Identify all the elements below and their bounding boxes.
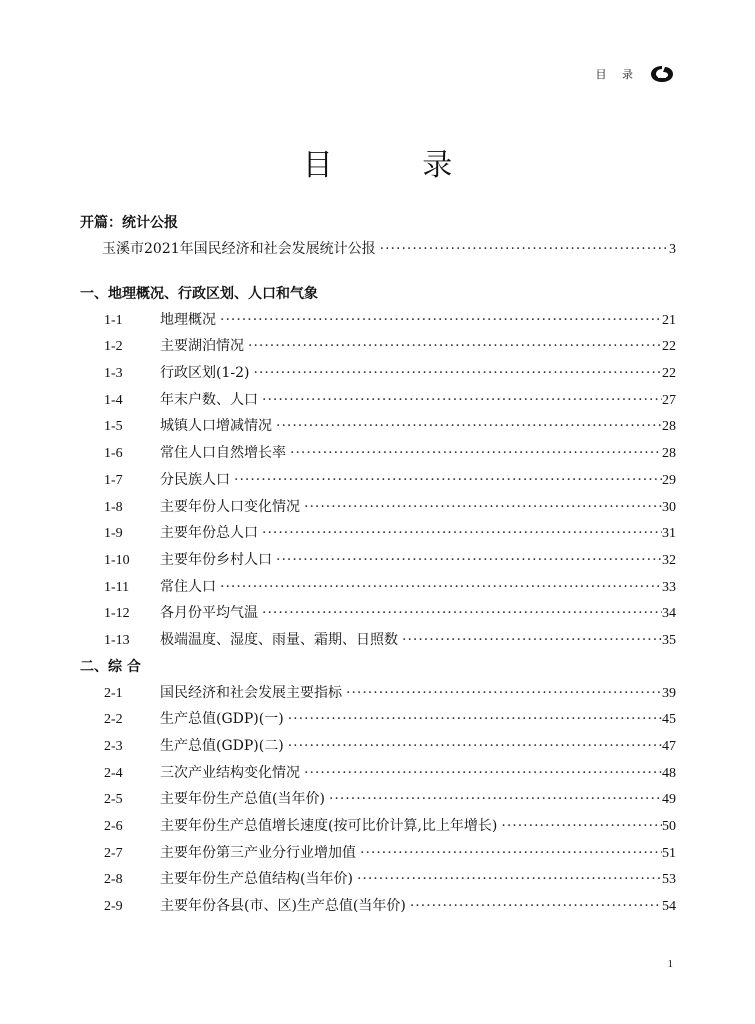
entry-label: 主要年份生产总值(当年价) xyxy=(160,791,325,808)
toc-entry[interactable] xyxy=(80,520,676,547)
entry-page: 30 xyxy=(662,499,676,515)
toc-entry[interactable] xyxy=(80,893,676,920)
entry-number: 2-9 xyxy=(104,899,123,915)
entry-label: 主要湖泊情况 xyxy=(160,338,244,355)
dot-leader xyxy=(410,893,662,920)
toc-entry[interactable] xyxy=(80,866,676,893)
entry-label: 年末户数、人口 xyxy=(160,391,258,408)
running-header xyxy=(596,64,676,84)
entry-number: 2-1 xyxy=(104,685,123,701)
toc-entry[interactable] xyxy=(80,786,676,813)
entry-page: 49 xyxy=(662,792,676,808)
entry-label: 分民族人口 xyxy=(160,471,230,488)
entry-page: 22 xyxy=(662,366,676,382)
toc-entry[interactable] xyxy=(80,333,676,360)
entry-page: 31 xyxy=(662,526,676,542)
dot-leader xyxy=(380,236,669,263)
entry-page: 45 xyxy=(662,712,676,728)
entry-label: 三次产业结构变化情况 xyxy=(160,764,300,781)
toc-entry[interactable] xyxy=(80,467,676,494)
dot-leader xyxy=(253,360,662,387)
page-number: 1 xyxy=(667,958,673,970)
entry-number: 1-8 xyxy=(104,499,123,515)
toc-entry[interactable] xyxy=(80,440,676,467)
page-title: 目 录 xyxy=(302,148,493,183)
entry-page: 28 xyxy=(662,419,676,435)
entry-page: 29 xyxy=(662,472,676,488)
entry-number: 2-6 xyxy=(104,819,123,835)
entry-page: 27 xyxy=(662,392,676,408)
entry-label: 极端温度、湿度、雨量、霜期、日照数 xyxy=(160,631,398,648)
toc-entry[interactable] xyxy=(80,840,676,867)
entry-label: 主要年份乡村人口 xyxy=(160,551,272,568)
entry-number: 1-5 xyxy=(104,419,123,435)
entry-number: 1-3 xyxy=(104,366,123,382)
entry-label: 主要年份总人口 xyxy=(160,525,258,542)
entry-number: 2-7 xyxy=(104,845,123,861)
toc-entry[interactable] xyxy=(80,760,676,787)
dot-leader xyxy=(304,494,662,521)
entry-number: 2-4 xyxy=(104,765,123,781)
entry-number: 1-13 xyxy=(104,632,130,648)
dot-leader xyxy=(248,333,662,360)
entry-number: 1-7 xyxy=(104,472,123,488)
toc-entry[interactable] xyxy=(80,680,676,707)
entry-number: 1-4 xyxy=(104,392,123,408)
entry-number: 2-3 xyxy=(104,739,123,754)
dot-leader xyxy=(304,760,662,787)
toc-entry[interactable] xyxy=(80,236,676,263)
entry-page: 48 xyxy=(662,765,676,781)
running-title: 目 录 xyxy=(595,68,639,81)
entry-label: 主要年份生产总值结构(当年价) xyxy=(160,871,353,888)
entry-label: 玉溪市2021年国民经济和社会发展统计公报 xyxy=(102,241,376,257)
section-heading: 一、地理概况、行政区划、人口和气象 xyxy=(80,285,318,302)
toc-entry[interactable] xyxy=(80,574,676,601)
section-heading: 开篇：统计公报 xyxy=(80,215,178,231)
entry-label: 城镇人口增减情况 xyxy=(160,418,272,435)
entry-number: 1-11 xyxy=(104,579,130,595)
entry-page: 39 xyxy=(662,685,676,701)
dot-leader xyxy=(290,440,662,467)
entry-label: 各月份平均气温 xyxy=(160,605,258,622)
dot-leader xyxy=(262,387,662,414)
dot-leader xyxy=(262,600,662,627)
entry-page: 53 xyxy=(662,872,676,888)
table-of-contents xyxy=(80,210,676,920)
dot-leader xyxy=(402,627,662,654)
entry-label: 地理概况 xyxy=(160,311,216,328)
toc-entry[interactable] xyxy=(80,547,676,574)
toc-entry[interactable] xyxy=(80,413,676,440)
toc-entry[interactable] xyxy=(80,307,676,334)
toc-entry[interactable] xyxy=(80,733,676,760)
toc-entry[interactable] xyxy=(80,494,676,521)
toc-entry[interactable] xyxy=(80,706,676,733)
toc-entry[interactable] xyxy=(80,387,676,414)
entry-label: 生产总值(GDP)(二) xyxy=(160,738,284,754)
dot-leader xyxy=(276,547,662,574)
dot-leader xyxy=(360,840,662,867)
entry-page: 50 xyxy=(662,819,676,835)
dot-leader xyxy=(276,413,662,440)
statistics-logo-icon xyxy=(649,64,675,84)
entry-number: 1-1 xyxy=(104,312,123,328)
dot-leader xyxy=(288,706,662,733)
entry-label: 国民经济和社会发展主要指标 xyxy=(160,684,342,701)
entry-number: 1-6 xyxy=(104,446,123,462)
entry-label: 主要年份第三产业分行业增加值 xyxy=(160,844,356,861)
toc-entry[interactable] xyxy=(80,360,676,387)
entry-page: 28 xyxy=(662,446,676,462)
entry-label: 常住人口自然增长率 xyxy=(160,445,286,462)
entry-label: 主要年份生产总值增长速度(按可比价计算,比上年增长) xyxy=(160,818,498,835)
entry-number: 1-2 xyxy=(104,339,123,355)
entry-number: 2-2 xyxy=(104,712,123,728)
entry-label: 生产总值(GDP)(一) xyxy=(160,711,284,728)
entry-page: 22 xyxy=(662,339,676,355)
entry-page: 21 xyxy=(662,312,676,328)
entry-label: 行政区划(1-2) xyxy=(160,365,250,382)
entry-page: 51 xyxy=(662,845,676,861)
entry-number: 2-5 xyxy=(104,792,123,808)
dot-leader xyxy=(329,786,662,813)
entry-number: 1-12 xyxy=(104,606,130,622)
toc-entry[interactable] xyxy=(80,627,676,654)
toc-entry[interactable] xyxy=(80,813,676,840)
entry-page: 32 xyxy=(662,552,676,568)
entry-number: 1-9 xyxy=(104,526,123,542)
entry-page: 35 xyxy=(662,632,676,648)
entry-label: 主要年份各县(市、区)生产总值(当年价) xyxy=(160,898,406,915)
entry-label: 主要年份人口变化情况 xyxy=(160,498,300,515)
entry-page: 47 xyxy=(662,739,676,754)
entry-page: 3 xyxy=(669,242,676,257)
entry-number: 2-8 xyxy=(104,872,123,888)
entry-number: 1-10 xyxy=(104,552,130,568)
dot-leader xyxy=(288,733,662,760)
entry-label: 常住人口 xyxy=(160,578,216,595)
entry-page: 54 xyxy=(662,899,676,915)
section-heading: 二、综 合 xyxy=(80,658,141,675)
entry-page: 33 xyxy=(662,579,676,595)
dot-leader xyxy=(346,680,662,707)
dot-leader xyxy=(501,813,662,840)
dot-leader xyxy=(357,866,662,893)
dot-leader xyxy=(220,574,662,601)
dot-leader xyxy=(234,467,662,494)
entry-page: 34 xyxy=(662,606,676,622)
dot-leader xyxy=(220,307,662,334)
toc-entry[interactable] xyxy=(80,600,676,627)
dot-leader xyxy=(262,520,662,547)
